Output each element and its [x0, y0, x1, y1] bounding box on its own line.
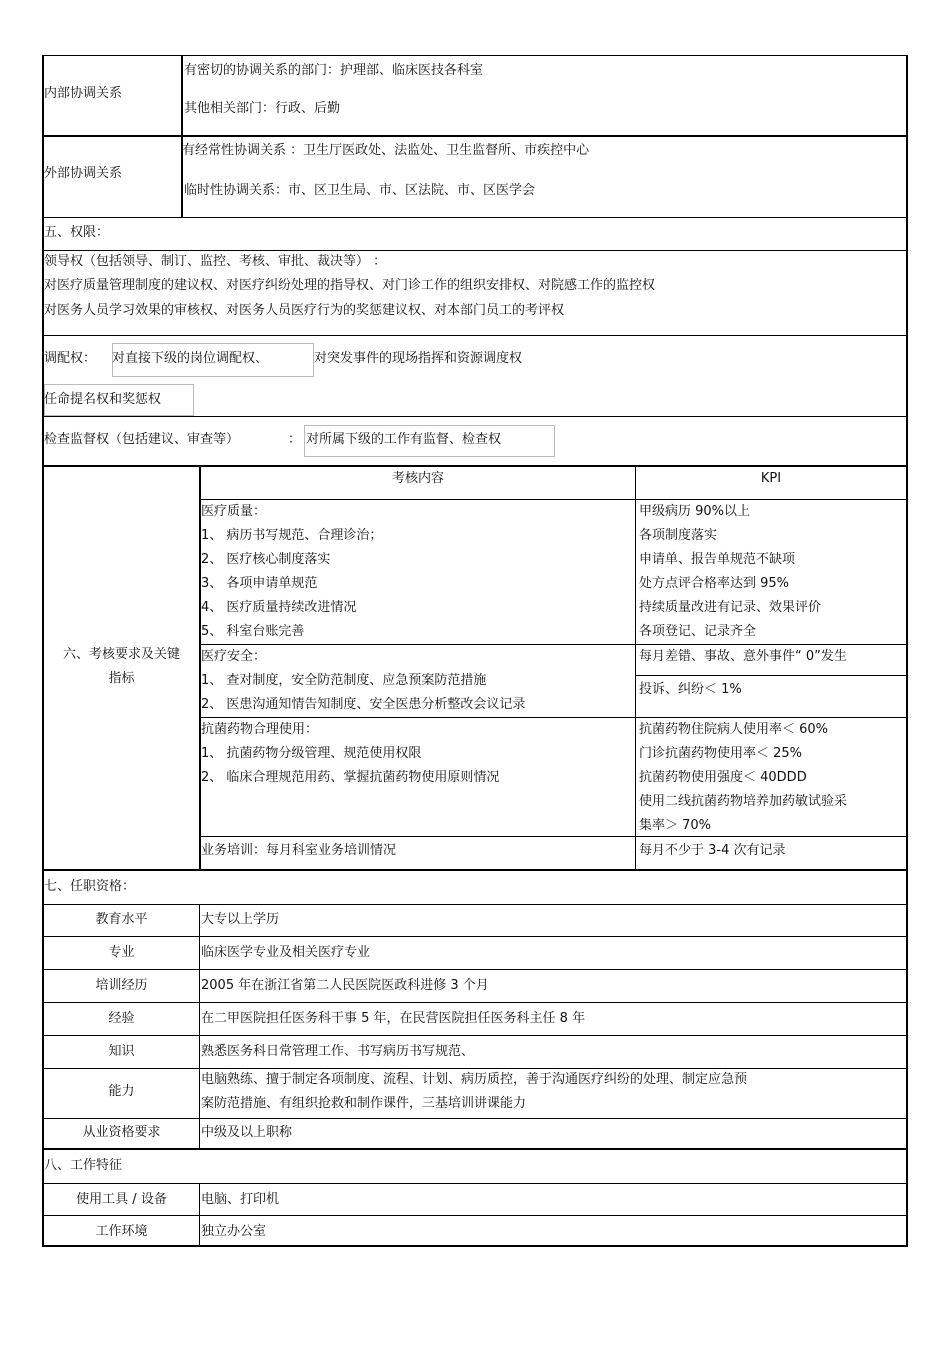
safety-line: 1、 查对制度，安全防范制度、应急预案防范措施	[201, 673, 487, 688]
antibiotic-kpi: 抗菌药物使用强度＜ 40DDD	[639, 770, 807, 785]
inspect-colon: ：	[288, 432, 302, 447]
work-heading: 八、工作特征	[44, 1158, 123, 1173]
antibiotic-kpi: 集率＞ 70%	[639, 818, 712, 833]
internal-coordination-line: 有密切的协调关系的部门：护理部、临床医技各科室	[184, 63, 484, 78]
qualification-label: 经验	[108, 1011, 135, 1026]
quality-kpi: 处方点评合格率达到 95%	[639, 576, 790, 591]
quality-line: 医疗质量：	[201, 504, 267, 519]
assessment-label: 六、考核要求及关键	[62, 647, 180, 662]
internal-coordination-label: 内部协调关系	[44, 86, 123, 101]
quality-kpi: 持续质量改进有记录、效果评价	[639, 600, 822, 615]
qualification-label: 教育水平	[95, 912, 148, 927]
divider	[200, 836, 906, 837]
antibiotic-line: 2、 临床合理规范用药、掌握抗菌药物使用原则情况	[201, 770, 500, 785]
divider	[44, 1002, 906, 1003]
divider	[44, 250, 906, 251]
internal-coordination-line: 其他相关部门：行政、后勤	[184, 101, 341, 116]
divider	[200, 499, 906, 500]
divider	[200, 717, 906, 718]
leadership-line: 对医疗质量管理制度的建议权、对医疗纠纷处理的指导权、对门诊工作的组织安排权、对院感工作的监控权	[44, 278, 656, 293]
ability-label: 能力	[108, 1084, 135, 1099]
col-header-content: 考核内容	[391, 471, 444, 486]
divider	[44, 217, 906, 218]
inspect-value: 对所属下级的工作有监督、检查权	[306, 432, 502, 447]
safety-line: 2、 医患沟通知情告知制度、安全医患分析整改会议记录	[201, 697, 526, 712]
divider	[44, 936, 906, 937]
assessment-label: 指标	[108, 671, 135, 686]
qualification-heading: 七、任职资格：	[44, 879, 136, 894]
certification-value: 中级及以上职称	[201, 1125, 293, 1140]
divider	[44, 1118, 906, 1119]
safety-kpi: 每月差错、事故、意外事件“ 0”发生	[639, 649, 847, 664]
qualification-value: 在二甲医院担任医务科干事 5 年，在民营医院担任医务科主任 8 年	[201, 1011, 586, 1026]
divider	[181, 56, 183, 218]
quality-line: 4、 医疗质量持续改进情况	[201, 600, 357, 615]
quality-line: 2、 医疗核心制度落实	[201, 552, 331, 567]
qualification-label: 培训经历	[95, 978, 148, 993]
qualification-label: 专业	[108, 945, 135, 960]
divider	[636, 675, 906, 676]
divider	[44, 869, 906, 871]
environment-value: 独立办公室	[201, 1224, 267, 1239]
quality-line: 5、 科室台账完善	[201, 624, 305, 639]
qualification-label: 知识	[108, 1044, 135, 1059]
external-coordination-line: 临时性协调关系：市、区卫生局、市、区法院、市、区医学会	[184, 183, 536, 198]
antibiotic-line: 1、 抗菌药物分级管理、规范使用权限	[201, 746, 422, 761]
divider	[44, 135, 906, 137]
qualification-value: 熟悉医务科日常管理工作、书写病历书写规范、	[201, 1044, 475, 1059]
safety-kpi: 投诉、纠纷＜ 1%	[639, 682, 742, 697]
divider	[200, 644, 906, 645]
external-coordination-line: 有经常性协调关系 ：卫生厅医政处、法监处、卫生监督所、市疾控中心	[182, 143, 590, 158]
deploy-label: 调配权：	[44, 351, 97, 366]
antibiotic-kpi: 使用二线抗菌药物培养加药敏试验采	[639, 794, 848, 809]
qualification-value: 大专以上学历	[201, 912, 280, 927]
deploy-value-1: 对直接下级的岗位调配权、	[112, 351, 269, 366]
environment-label: 工作环境	[95, 1224, 148, 1239]
col-header-kpi: KPI	[760, 471, 782, 486]
quality-kpi: 各项登记、记录齐全	[639, 624, 757, 639]
qualification-value: 2005 年在浙江省第二人民医院医政科进修 3 个月	[201, 978, 489, 993]
job-description-table	[42, 55, 908, 1247]
divider	[44, 1068, 906, 1069]
leadership-line: 对医务人员学习效果的审核权、对医务人员医疗行为的奖惩建议权、对本部门员工的考评权	[44, 303, 565, 318]
divider	[44, 416, 906, 417]
quality-line: 1、 病历书写规范、合理诊治；	[201, 528, 383, 543]
divider	[44, 335, 906, 336]
certification-label: 从业资格要求	[82, 1125, 161, 1140]
divider	[635, 466, 636, 870]
training-line: 业务培训：每月科室业务培训情况	[201, 843, 397, 858]
antibiotic-kpi: 抗菌药物住院病人使用率＜ 60%	[639, 722, 829, 737]
ability-line: 案防范措施、有组织抢救和制作课件，三基培训讲课能力	[201, 1096, 527, 1111]
antibiotic-kpi: 门诊抗菌药物使用率＜ 25%	[639, 746, 803, 761]
antibiotic-line: 抗菌药物合理使用：	[201, 722, 319, 737]
divider	[44, 1148, 906, 1150]
training-kpi: 每月不少于 3-4 次有记录	[639, 843, 786, 858]
divider	[44, 904, 906, 905]
tools-label: 使用工具 / 设备	[76, 1192, 167, 1207]
authority-heading: 五、权限：	[44, 225, 110, 240]
leadership-line: 领导权（包括领导、制订、监控、考核、审批、裁决等） ：	[44, 254, 387, 269]
tools-value: 电脑、打印机	[201, 1192, 280, 1207]
ability-line: 电脑熟练、擅于制定各项制度、流程、计划、病历质控，善于沟通医疗纠纷的处理、制定应急预	[201, 1072, 748, 1087]
quality-kpi: 各项制度落实	[639, 528, 718, 543]
qualification-value: 临床医学专业及相关医疗专业	[201, 945, 371, 960]
divider	[199, 905, 200, 1148]
deploy-value-2: 对突发事件的现场指挥和资源调度权	[314, 351, 523, 366]
divider	[44, 1035, 906, 1036]
safety-line: 医疗安全：	[201, 649, 267, 664]
divider	[44, 969, 906, 970]
divider	[44, 1215, 906, 1216]
appoint-authority: 任命提名权和奖惩权	[44, 392, 162, 407]
divider	[44, 1183, 906, 1184]
quality-kpi: 申请单、报告单规范不缺项	[639, 552, 796, 567]
divider	[44, 465, 906, 467]
external-coordination-label: 外部协调关系	[44, 166, 123, 181]
inspect-label: 检查监督权（包括建议、审查等）	[44, 432, 240, 447]
quality-line: 3、 各项申请单规范	[201, 576, 318, 591]
quality-kpi: 甲级病历 90%以上	[639, 504, 751, 519]
